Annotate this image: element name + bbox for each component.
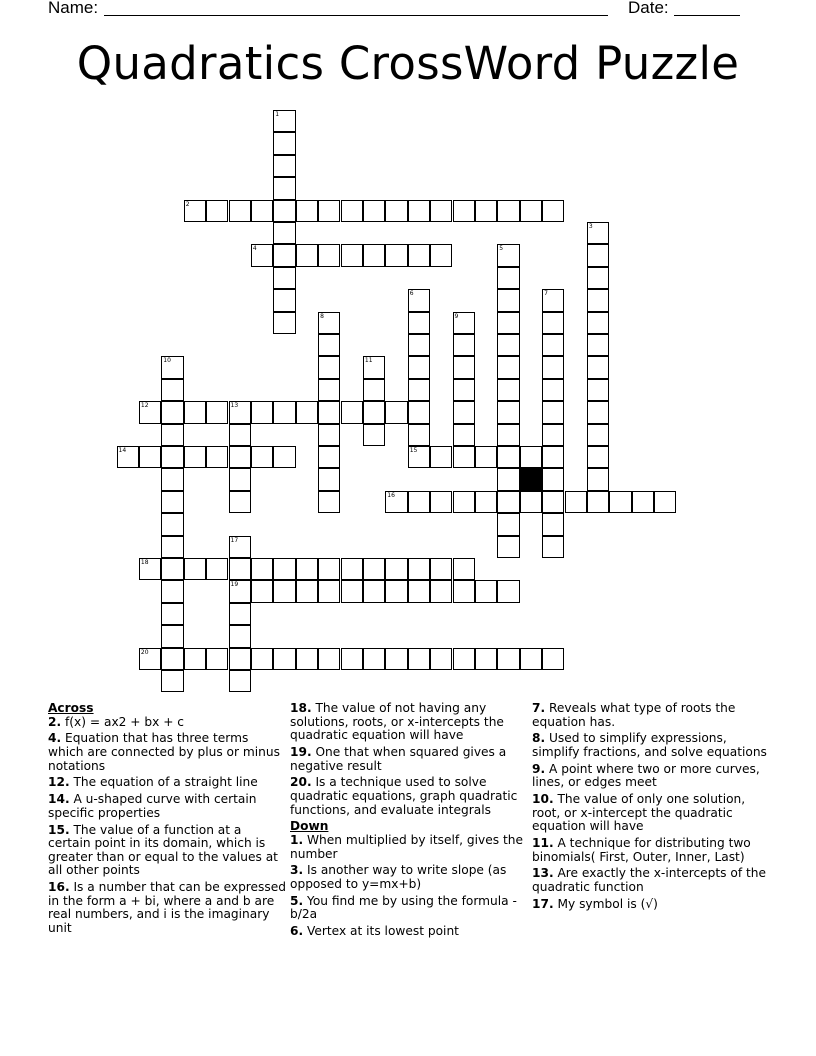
cell-number: 10 [163,357,171,365]
grid-cell[interactable] [453,200,475,222]
cell-number: 16 [387,491,395,499]
grid-cell[interactable] [318,446,340,468]
grid-cell[interactable] [587,289,609,311]
grid-cell[interactable] [542,289,564,311]
grid-cell[interactable] [273,222,295,244]
grid-cell[interactable] [273,312,295,334]
grid-cell[interactable] [609,491,631,513]
grid-cell[interactable] [229,536,251,558]
clue-text: Equation that has three terms which are connected by plus or minus notations [48,731,280,773]
grid-cell[interactable] [229,401,251,423]
grid-cell[interactable] [296,580,318,602]
clue-number: 2. [48,714,62,729]
grid-cell[interactable] [273,177,295,199]
grid-cell[interactable] [318,200,340,222]
grid-cell[interactable] [161,670,183,692]
clue-number: 16. [48,880,70,895]
grid-cell[interactable] [408,580,430,602]
grid-cell[interactable] [273,401,295,423]
grid-cell[interactable] [318,491,340,513]
across-clue [48,732,286,773]
grid-cell[interactable] [206,401,228,423]
grid-cell[interactable] [318,558,340,580]
grid-cell[interactable] [296,558,318,580]
grid-cell[interactable] [520,491,542,513]
grid-cell[interactable] [542,536,564,558]
grid-cell[interactable] [408,244,430,266]
clue-text: Is another way to write slope (as opposed to y=mx+b) [290,863,507,891]
clue-number: 11. [532,836,554,851]
grid-cell[interactable] [497,356,519,378]
grid-cell[interactable] [475,648,497,670]
grid-cell[interactable] [453,558,475,580]
grid-cell[interactable] [206,558,228,580]
grid-cell[interactable] [475,491,497,513]
grid-cell[interactable] [542,513,564,535]
grid-cell[interactable] [430,491,452,513]
clue-number: 7. [532,701,546,715]
grid-cell[interactable] [453,334,475,356]
cell-number: 15 [409,447,418,454]
grid-cell[interactable] [587,446,609,468]
cell-number: 3 [588,223,593,230]
grid-cell[interactable] [229,424,251,446]
clue-number: 12. [48,775,70,790]
grid-cell[interactable] [385,648,407,670]
down-clue [290,895,528,922]
grid-cell[interactable] [408,312,430,334]
grid-cell[interactable] [497,379,519,401]
cell-number: 19 [230,581,239,589]
grid-cell[interactable] [296,401,318,423]
grid-cell[interactable] [408,334,430,356]
clue-number: 19. [290,744,312,759]
grid-cell[interactable] [542,648,564,670]
grid-cell[interactable] [318,401,340,423]
grid-cell[interactable] [587,312,609,334]
grid-cell[interactable] [273,446,295,468]
grid-cell[interactable] [453,648,475,670]
clue-text: Reveals what type of roots the equation has. [532,701,736,729]
grid-cell[interactable] [497,468,519,490]
cell-number: 4 [252,245,257,253]
grid-cell[interactable] [296,200,318,222]
grid-cell[interactable] [251,580,273,602]
clue-number: 3. [290,863,304,878]
grid-cell[interactable] [408,401,430,423]
grid-cell[interactable] [587,334,609,356]
grid-cell[interactable] [296,244,318,266]
grid-cell[interactable] [520,446,542,468]
black-square [520,468,542,490]
grid-cell[interactable] [229,648,251,670]
grid-cell[interactable] [632,491,654,513]
grid-cell[interactable] [161,648,183,670]
grid-cell[interactable] [385,491,407,513]
across-clue [290,776,528,817]
clue-text: The value of a function at a certain point in its domain, which is greater than or equal to the values at all other points [48,822,278,878]
clue-text: A point where two or more curves, lines, or edges meet [532,761,760,790]
grid-cell[interactable] [161,446,183,468]
grid-cell[interactable] [273,244,295,266]
grid-cell[interactable] [497,536,519,558]
clue-number: 6. [290,924,304,939]
clue-number: 13. [532,866,554,881]
grid-cell[interactable] [341,401,363,423]
grid-cell[interactable] [251,446,273,468]
grid-cell[interactable] [139,648,161,670]
grid-cell[interactable] [453,580,475,602]
across-heading: Across [48,701,94,715]
across-clue-list [48,716,286,936]
grid-cell[interactable] [363,558,385,580]
grid-cell[interactable] [273,558,295,580]
grid-cell[interactable] [318,379,340,401]
clue-text: When multiplied by itself, gives the number [290,832,523,861]
across-clue [290,746,528,773]
grid-cell[interactable] [542,356,564,378]
grid-cell[interactable] [385,244,407,266]
grid-cell[interactable] [273,132,295,154]
grid-cell[interactable] [453,312,475,334]
grid-cell[interactable] [117,446,139,468]
grid-cell[interactable] [184,648,206,670]
grid-cell[interactable] [251,558,273,580]
grid-cell[interactable] [341,580,363,602]
clue-number: 15. [48,822,70,837]
cell-number: 12 [140,402,149,410]
grid-cell[interactable] [318,312,340,334]
cell-number: 5 [499,245,504,253]
grid-cell[interactable] [542,334,564,356]
grid-cell[interactable] [206,446,228,468]
grid-cell[interactable] [542,468,564,490]
clues-column-1 [48,702,286,939]
grid-cell[interactable] [542,200,564,222]
grid-cell[interactable] [161,625,183,647]
grid-cell[interactable] [273,648,295,670]
clue-text: The equation of a straight line [69,775,258,790]
grid-cell[interactable] [453,379,475,401]
cell-number: 9 [454,312,459,320]
grid-cell[interactable] [184,446,206,468]
clue-number: 20. [290,775,312,790]
name-label: Name: [48,0,99,17]
grid-cell[interactable] [497,513,519,535]
down-clue [290,925,528,939]
grid-cell[interactable] [430,558,452,580]
cell-number: 1 [275,111,280,118]
clue-number: 5. [290,893,304,908]
clue-text: One that when squared gives a negative result [290,744,507,773]
grid-cell[interactable] [363,379,385,401]
grid-cell[interactable] [139,446,161,468]
clue-text: f(x) = ax2 + bx + c [61,714,184,729]
grid-cell[interactable] [497,648,519,670]
grid-cell[interactable] [206,200,228,222]
grid-cell[interactable] [497,491,519,513]
clue-text: A u-shaped curve with certain specific properties [48,792,257,820]
grid-cell[interactable] [475,580,497,602]
clue-number: 14. [48,792,70,807]
grid-cell[interactable] [251,244,273,266]
clue-text: Vertex at its lowest point [303,924,459,939]
grid-cell[interactable] [408,648,430,670]
grid-cell[interactable] [587,267,609,289]
grid-cell[interactable] [161,379,183,401]
grid-cell[interactable] [497,244,519,266]
grid-cell[interactable] [318,334,340,356]
grid-cell[interactable] [161,356,183,378]
grid-cell[interactable] [184,200,206,222]
clue-text: The value of not having any solutions, roots, or x-intercepts the quadratic equation will have [290,701,504,743]
clue-text: A technique for distributing two binomials( First, Outer, Inner, Last) [532,836,751,864]
clue-text: The value of only one solution, root, or x-intercept the quadratic equation will have [532,792,746,834]
date-label: Date: [628,0,669,17]
across-clue [48,776,286,790]
grid-cell[interactable] [408,289,430,311]
down-clue [532,793,768,834]
grid-cell[interactable] [430,446,452,468]
grid-cell[interactable] [430,580,452,602]
grid-cell[interactable] [161,603,183,625]
across-clue [48,824,286,878]
grid-cell[interactable] [251,401,273,423]
grid-cell[interactable] [161,468,183,490]
grid-cell[interactable] [587,468,609,490]
grid-cell[interactable] [430,244,452,266]
grid-cell[interactable] [542,424,564,446]
grid-cell[interactable] [161,558,183,580]
across-clue [48,793,286,820]
cell-number: 8 [320,312,324,320]
clue-number: 17. [532,896,554,911]
grid-cell[interactable] [385,401,407,423]
grid-cell[interactable] [497,424,519,446]
grid-cell[interactable] [229,625,251,647]
grid-cell[interactable] [587,244,609,266]
grid-cell[interactable] [542,446,564,468]
across-clue [290,702,528,743]
cell-number: 13 [230,402,239,410]
grid-cell[interactable] [318,648,340,670]
grid-cell[interactable] [542,379,564,401]
down-clue [532,898,768,912]
grid-cell[interactable] [453,491,475,513]
cell-number: 18 [140,559,149,566]
clue-text: My symbol is (√) [553,896,658,911]
grid-cell[interactable] [363,356,385,378]
grid-cell[interactable] [565,491,587,513]
grid-cell[interactable] [475,446,497,468]
grid-cell[interactable] [363,424,385,446]
grid-cell[interactable] [453,446,475,468]
clue-text: Is a technique used to solve quadratic equations, graph quadratic functions, and evaluate integrals [290,775,518,817]
clue-number: 10. [532,792,554,807]
grid-cell[interactable] [161,580,183,602]
cell-number: 17 [230,536,239,544]
grid-cell[interactable] [229,200,251,222]
grid-cell[interactable] [408,200,430,222]
grid-cell[interactable] [453,401,475,423]
grid-cell[interactable] [318,356,340,378]
cell-number: 11 [364,357,373,365]
grid-cell[interactable] [587,424,609,446]
grid-cell[interactable] [520,648,542,670]
grid-cell[interactable] [587,491,609,513]
across-clue-list-continued [290,702,528,817]
down-clue-list [290,834,528,939]
grid-cell[interactable] [161,491,183,513]
grid-cell[interactable] [341,244,363,266]
down-clue [532,763,768,790]
clue-number: 4. [48,731,62,746]
grid-cell[interactable] [251,200,273,222]
grid-cell[interactable] [184,558,206,580]
grid-cell[interactable] [273,267,295,289]
grid-cell[interactable] [341,648,363,670]
grid-cell[interactable] [408,379,430,401]
grid-cell[interactable] [542,312,564,334]
grid-cell[interactable] [497,334,519,356]
grid-cell[interactable] [161,536,183,558]
grid-cell[interactable] [497,289,519,311]
grid-cell[interactable] [587,222,609,244]
clues-column-3 [532,702,768,915]
grid-cell[interactable] [273,289,295,311]
grid-cell[interactable] [273,155,295,177]
across-clue [48,716,286,730]
grid-cell[interactable] [430,200,452,222]
grid-cell[interactable] [273,110,295,132]
grid-cell[interactable] [408,558,430,580]
grid-cell[interactable] [229,580,251,602]
down-clue [532,732,768,759]
across-clue [48,881,286,935]
clue-number: 18. [290,701,312,715]
clue-text: Are exactly the x-intercepts of the quadratic function [532,866,767,895]
grid-cell[interactable] [251,648,273,670]
grid-cell[interactable] [318,244,340,266]
grid-cell[interactable] [229,468,251,490]
grid-cell[interactable] [229,491,251,513]
down-clue [290,864,528,891]
clues-column-2 [290,702,528,942]
grid-cell[interactable] [161,401,183,423]
grid-cell[interactable] [363,580,385,602]
grid-cell[interactable] [161,424,183,446]
grid-cell[interactable] [475,200,497,222]
grid-cell[interactable] [161,513,183,535]
grid-cell[interactable] [497,312,519,334]
grid-cell[interactable] [206,648,228,670]
clue-text: You find me by using the formula -b/2a [290,893,517,922]
clue-text: Used to simplify expressions, simplify fractions, and solve equations [532,731,767,759]
grid-cell[interactable] [363,648,385,670]
grid-cell[interactable] [341,200,363,222]
grid-cell[interactable] [318,468,340,490]
cell-number: 14 [118,447,127,454]
grid-cell[interactable] [229,603,251,625]
grid-cell[interactable] [408,491,430,513]
grid-cell[interactable] [229,670,251,692]
grid-cell[interactable] [385,558,407,580]
grid-cell[interactable] [363,401,385,423]
down-clue [290,834,528,861]
cell-number: 6 [409,290,414,298]
page-title: Quadratics CrossWord Puzzle [76,37,740,90]
cell-number: 7 [544,290,548,298]
grid-cell[interactable] [453,424,475,446]
grid-cell[interactable] [520,200,542,222]
grid-cell[interactable] [542,491,564,513]
grid-cell[interactable] [408,446,430,468]
grid-cell[interactable] [139,401,161,423]
grid-cell[interactable] [184,401,206,423]
down-clue [532,837,768,864]
grid-cell[interactable] [273,200,295,222]
grid-cell[interactable] [273,580,295,602]
grid-cell[interactable] [385,200,407,222]
grid-cell[interactable] [497,580,519,602]
clue-number: 9. [532,761,546,776]
grid-cell[interactable] [229,446,251,468]
grid-cell[interactable] [497,401,519,423]
down-heading: Down [290,819,329,834]
clue-number: 1. [290,832,304,847]
grid-cell[interactable] [296,648,318,670]
grid-cell[interactable] [408,424,430,446]
grid-cell[interactable] [497,446,519,468]
grid-cell[interactable] [318,580,340,602]
down-clue [532,702,768,729]
grid-cell[interactable] [139,558,161,580]
grid-cell[interactable] [318,424,340,446]
down-clue [532,867,768,894]
grid-cell[interactable] [453,356,475,378]
grid-cell[interactable] [229,558,251,580]
cell-number: 2 [185,200,190,208]
grid-cell[interactable] [654,491,676,513]
grid-cell[interactable] [363,200,385,222]
down-clue-list-continued [532,702,768,911]
grid-cell[interactable] [497,200,519,222]
grid-cell[interactable] [408,356,430,378]
grid-cell[interactable] [341,558,363,580]
grid-cell[interactable] [542,401,564,423]
grid-cell[interactable] [587,356,609,378]
cell-number: 20 [140,648,149,656]
grid-cell[interactable] [430,648,452,670]
clue-number: 8. [532,731,546,746]
grid-cell[interactable] [587,401,609,423]
grid-cell[interactable] [497,267,519,289]
clue-text: Is a number that can be expressed in the form a + bi, where a and b are real numbers, and i is the imaginary unit [48,880,286,935]
grid-cell[interactable] [385,580,407,602]
grid-cell[interactable] [587,379,609,401]
grid-cell[interactable] [363,244,385,266]
